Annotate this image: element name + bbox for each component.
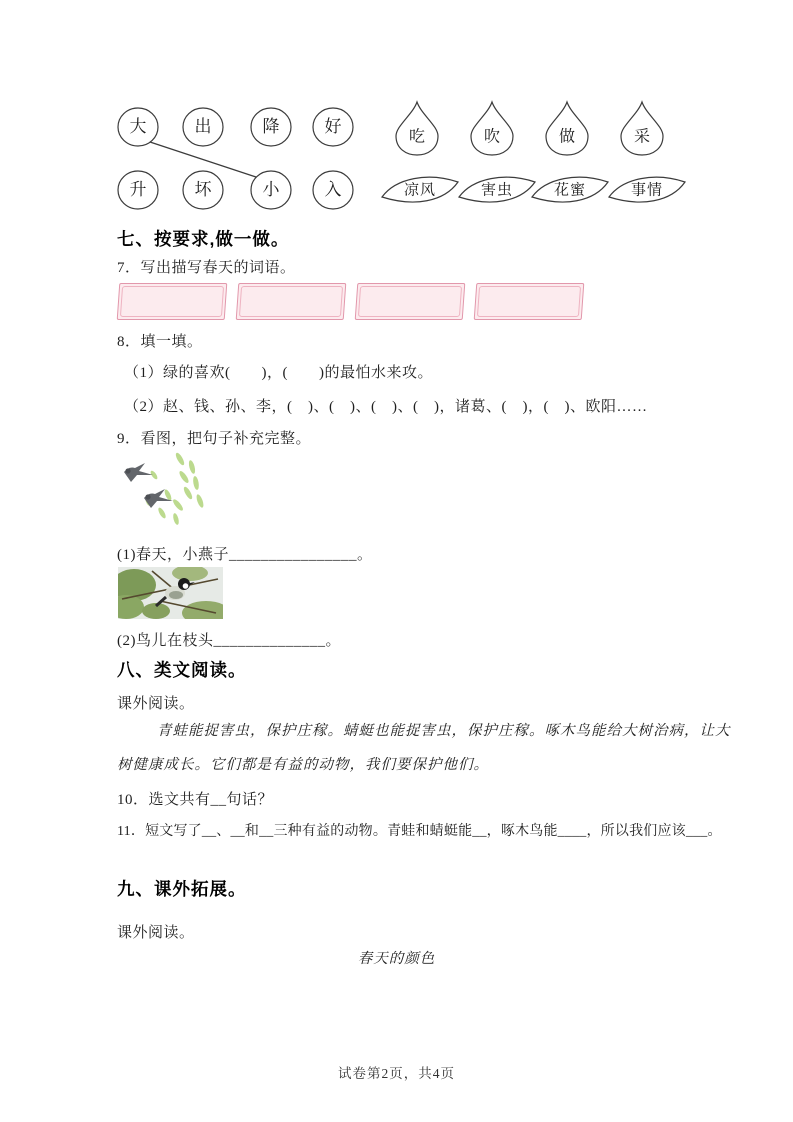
swallows-willow-image [118, 451, 224, 537]
reading-title: 春天的颜色 [357, 951, 436, 967]
drop-char: 吹 [483, 128, 501, 146]
leaf-word: 花蜜 [553, 182, 587, 199]
answer-box [236, 283, 347, 320]
circle-char: 升 [129, 179, 147, 199]
section-7-heading: 七、按要求,做一做。 [117, 229, 290, 249]
circle-char: 出 [194, 116, 212, 136]
passage-line-1: 青蛙能捉害虫，保护庄稼。蜻蜓也能捉害虫，保护庄稼。啄木鸟能给大树治病，让大 [157, 723, 731, 739]
answer-box-inner-border [358, 286, 462, 317]
question-11-text: 11．短文写了__、__和__三种有益的动物。青蛙和蜻蜓能__，啄木鸟能____，所以我们应该___。 [117, 824, 722, 839]
drop-char: 采 [633, 128, 651, 146]
bird-on-branch-photo [118, 567, 223, 619]
question-9-text: 9．看图，把句子补充完整。 [117, 431, 312, 447]
answer-box [355, 283, 466, 320]
question-8-item-1: （1）绿的喜欢( )，( )的最怕水来攻。 [124, 365, 433, 381]
section-8-heading: 八、类文阅读。 [117, 660, 247, 680]
answer-box-inner-border [120, 286, 224, 317]
answer-box-inner-border [239, 286, 343, 317]
drop-char: 做 [558, 128, 576, 146]
page-footer: 试卷第2页，共4页 [338, 1066, 455, 1081]
leaf-word: 事情 [630, 182, 664, 199]
circle-char: 好 [324, 116, 342, 136]
circle-char: 大 [129, 116, 147, 136]
drop-char: 吃 [408, 128, 426, 146]
answer-box [117, 283, 228, 320]
section-8-subtitle: 课外阅读。 [117, 696, 195, 712]
passage-line-2: 树健康成长。它们都是有益的动物，我们要保护他们。 [117, 757, 489, 773]
question-10-text: 10．选文共有__句话？ [117, 792, 274, 808]
circle-char: 降 [262, 116, 280, 136]
question-8-item-2: （2）赵、钱、孙、李，( )、( )、( )、( )，诸葛、( )，( )、欧阳…… [124, 399, 648, 415]
question-9-item-1: (1)春天，小燕子________________。 [117, 547, 373, 563]
circle-char: 小 [262, 179, 280, 199]
answer-box-row [118, 283, 583, 320]
circle-char: 入 [324, 179, 342, 199]
section-9-heading: 九、课外拓展。 [117, 879, 247, 899]
matching-exercise [100, 95, 700, 220]
circle-char: 坏 [194, 179, 212, 199]
answer-box-inner-border [477, 286, 581, 317]
question-9-item-2: (2)鸟儿在枝头______________。 [117, 633, 341, 649]
leaf-word: 凉风 [403, 182, 437, 199]
question-8-text: 8．填一填。 [117, 334, 203, 350]
leaf-word: 害虫 [480, 182, 514, 199]
answer-box [474, 283, 585, 320]
question-7-text: 7．写出描写春天的词语。 [117, 260, 296, 276]
section-9-subtitle: 课外阅读。 [117, 925, 195, 941]
